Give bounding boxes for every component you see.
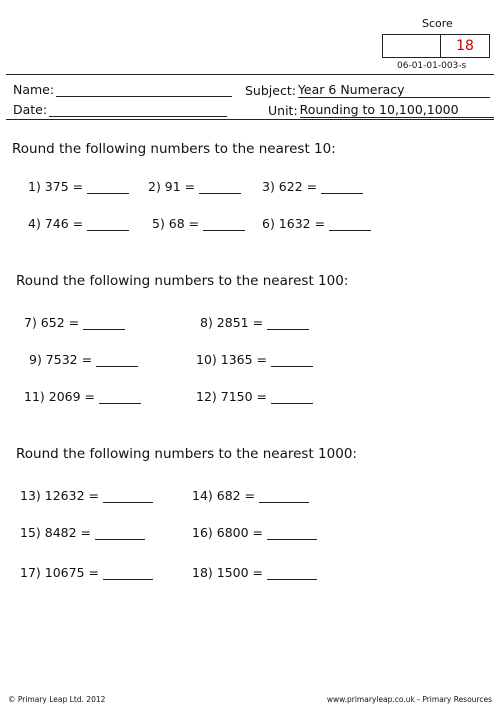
question-18: [192, 565, 317, 580]
name-line[interactable]: [56, 82, 232, 97]
unit-field: [268, 102, 494, 118]
section-2-instruction: Round the following numbers to the nearest 100:: [16, 273, 349, 289]
question-9-text: 9) 7532 =: [29, 352, 93, 367]
question-17-text: 17) 10675 =: [20, 565, 99, 580]
question-2: [148, 179, 241, 194]
score-empty-cell: [383, 35, 441, 57]
question-7-text: 7) 652 =: [24, 315, 80, 330]
answer-blank-15[interactable]: [95, 526, 145, 540]
question-13: [20, 488, 153, 503]
question-10: [196, 352, 313, 367]
question-12-text: 12) 7150 =: [196, 389, 268, 404]
question-12: [196, 389, 313, 404]
answer-blank-14[interactable]: [259, 489, 309, 503]
question-1-text: 1) 375 =: [28, 179, 84, 194]
subject-value: Year 6 Numeracy: [298, 82, 490, 98]
section-3-instruction: Round the following numbers to the nearest 1000:: [16, 446, 357, 462]
footer-website: www.primaryleap.co.uk - Primary Resources: [326, 695, 492, 704]
answer-blank-16[interactable]: [267, 526, 317, 540]
subject-label: Subject:: [245, 83, 296, 98]
score-box: [382, 34, 490, 58]
question-15: [20, 525, 145, 540]
score-label: Score: [422, 17, 453, 30]
question-8: [200, 315, 309, 330]
section-1-instruction: Round the following numbers to the nearest 10:: [12, 141, 336, 157]
answer-blank-3[interactable]: [321, 180, 363, 194]
question-4-text: 4) 746 =: [28, 216, 84, 231]
question-11-text: 11) 2069 =: [24, 389, 96, 404]
answer-blank-9[interactable]: [96, 353, 138, 367]
subject-field: [245, 82, 490, 98]
footer-copyright: © Primary Leap Ltd. 2012: [8, 695, 106, 704]
question-4: [28, 216, 129, 231]
name-field: [13, 82, 232, 97]
answer-blank-8[interactable]: [267, 316, 309, 330]
answer-blank-17[interactable]: [103, 566, 153, 580]
question-9: [29, 352, 138, 367]
question-18-text: 18) 1500 =: [192, 565, 264, 580]
date-line[interactable]: [49, 102, 227, 117]
question-3-text: 3) 622 =: [262, 179, 318, 194]
question-10-text: 10) 1365 =: [196, 352, 268, 367]
answer-blank-11[interactable]: [99, 390, 141, 404]
answer-blank-10[interactable]: [271, 353, 313, 367]
fields-divider: [6, 119, 494, 120]
unit-value: Rounding to 10,100,1000: [300, 102, 494, 118]
date-field: [13, 102, 227, 117]
question-6: [262, 216, 371, 231]
name-label: Name:: [13, 82, 55, 97]
question-6-text: 6) 1632 =: [262, 216, 326, 231]
answer-blank-2[interactable]: [199, 180, 241, 194]
question-13-text: 13) 12632 =: [20, 488, 99, 503]
question-5-text: 5) 68 =: [152, 216, 200, 231]
question-16: [192, 525, 317, 540]
answer-blank-12[interactable]: [271, 390, 313, 404]
question-14-text: 14) 682 =: [192, 488, 256, 503]
answer-blank-4[interactable]: [87, 217, 129, 231]
unit-label: Unit:: [268, 103, 298, 118]
question-14: [192, 488, 309, 503]
question-1: [28, 179, 129, 194]
score-value: 18: [456, 38, 474, 54]
question-5: [152, 216, 245, 231]
answer-blank-13[interactable]: [103, 489, 153, 503]
answer-blank-5[interactable]: [203, 217, 245, 231]
date-label: Date:: [13, 102, 48, 117]
question-15-text: 15) 8482 =: [20, 525, 92, 540]
answer-blank-18[interactable]: [267, 566, 317, 580]
question-8-text: 8) 2851 =: [200, 315, 264, 330]
question-3: [262, 179, 363, 194]
worksheet-code: 06-01-01-003-s: [397, 61, 467, 71]
answer-blank-7[interactable]: [83, 316, 125, 330]
question-11: [24, 389, 141, 404]
answer-blank-6[interactable]: [329, 217, 371, 231]
question-16-text: 16) 6800 =: [192, 525, 264, 540]
answer-blank-1[interactable]: [87, 180, 129, 194]
question-7: [24, 315, 125, 330]
question-17: [20, 565, 153, 580]
question-2-text: 2) 91 =: [148, 179, 196, 194]
header-divider: [6, 74, 494, 75]
